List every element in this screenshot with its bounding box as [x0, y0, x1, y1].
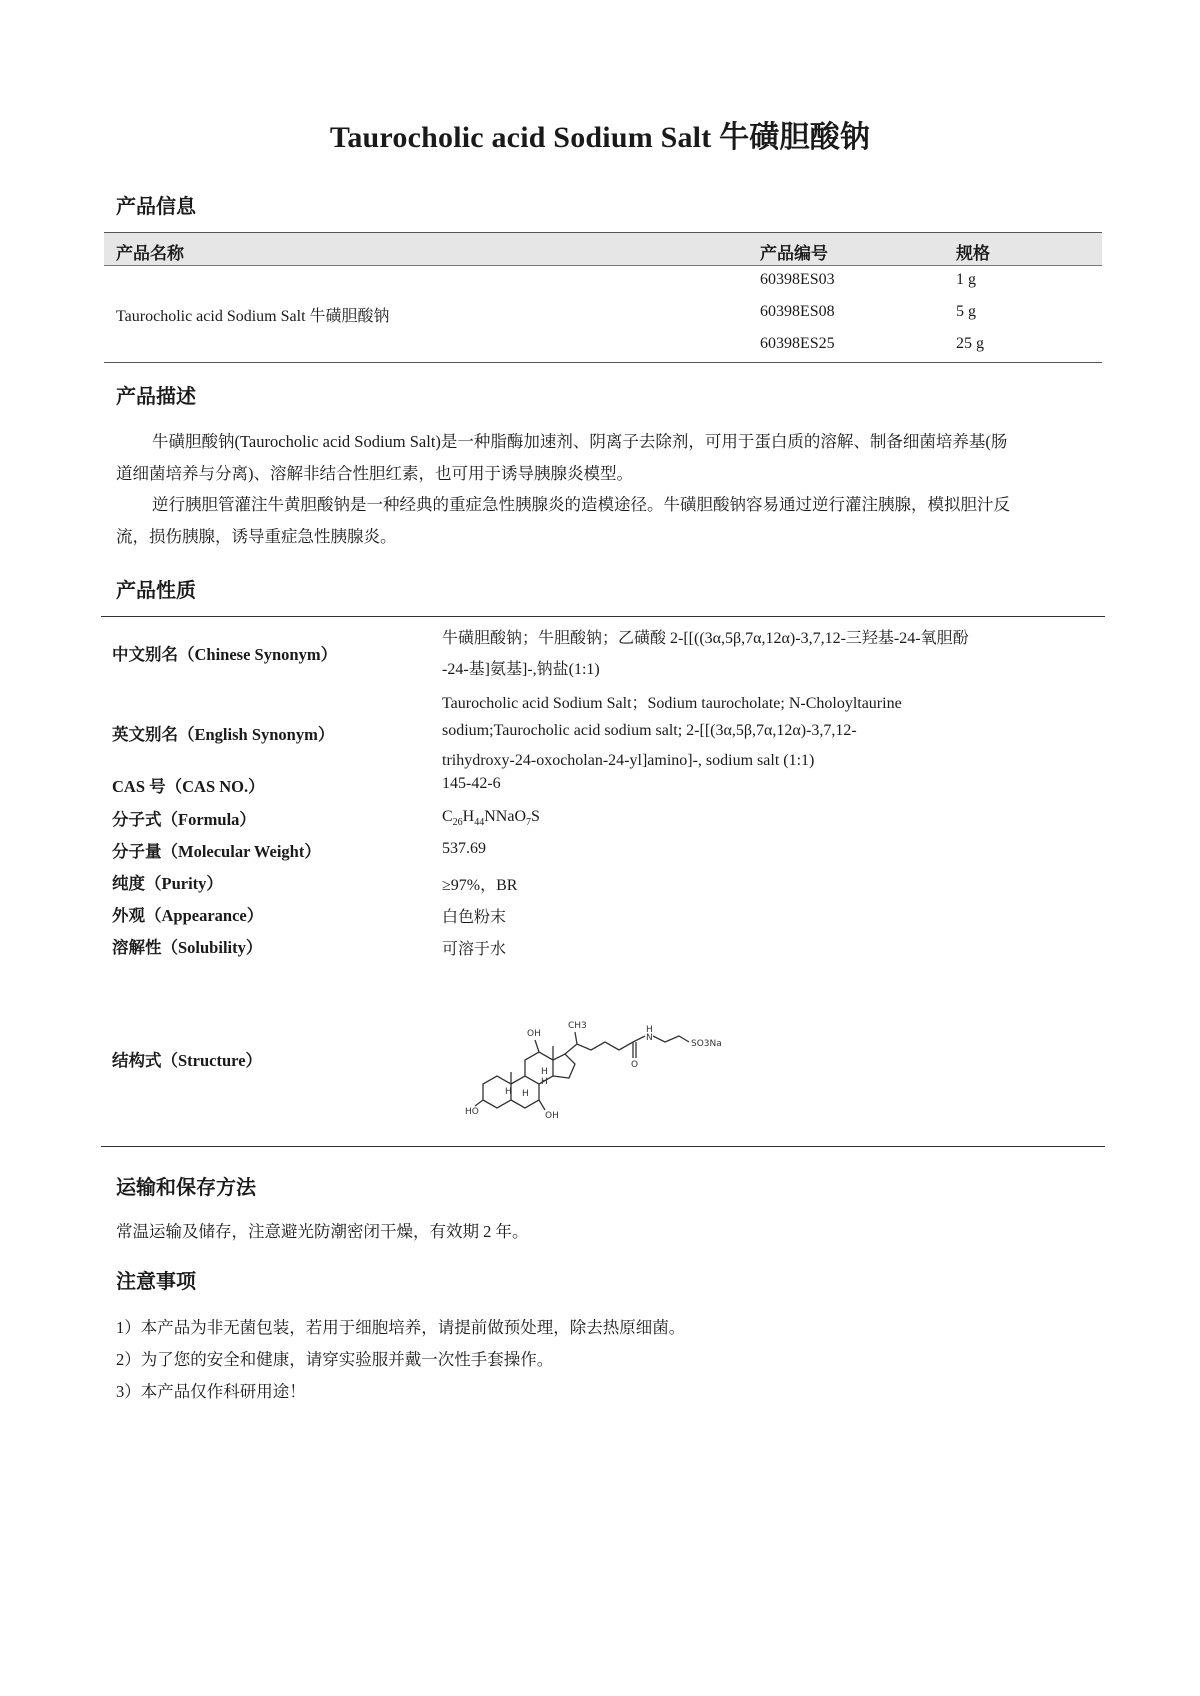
note-item: 2）为了您的安全和健康，请穿实验服并戴一次性手套操作。 [116, 1350, 554, 1369]
description-text [116, 426, 1096, 552]
atom-nh-h: H [646, 1025, 653, 1035]
formula-h-count: 44 [474, 817, 485, 829]
product-spec: 1 g [956, 271, 976, 288]
header-product-code: 产品编号 [760, 244, 828, 263]
section-heading-storage: 运输和保存方法 [116, 1177, 256, 1199]
product-code: 60398ES25 [760, 335, 835, 352]
atom-oh-top: OH [527, 1029, 541, 1039]
description-line: 道细菌培养与分离)、溶解非结合性胆红素，也可用于诱导胰腺炎模型。 [116, 463, 633, 483]
label-chinese-synonym: 中文别名（Chinese Synonym） [112, 645, 338, 664]
atom-so3na: SO3Na [691, 1039, 722, 1049]
atom-h: H [541, 1067, 548, 1077]
properties-bottom-rule [101, 1146, 1105, 1147]
description-line: 逆行胰胆管灌注牛黄胆酸钠是一种经典的重症急性胰腺炎的造模途径。牛磺胆酸钠容易通过逆行灌注胰腺，模拟胆汁反 [152, 495, 1010, 514]
label-solubility: 溶解性（Solubility） [112, 938, 263, 957]
header-product-name: 产品名称 [116, 244, 184, 263]
label-formula: 分子式（Formula） [112, 810, 256, 829]
value-purity: ≥97%，BR [442, 877, 518, 894]
value-cas: 145-42-6 [442, 775, 501, 792]
label-cas: CAS 号（CAS NO.） [112, 777, 265, 796]
value-english-synonym-line: sodium;Taurocholic acid sodium salt; 2-[[(3α,5β,7α,12α)-3,7,12- [442, 722, 857, 739]
table-row [104, 330, 1102, 362]
label-appearance: 外观（Appearance） [112, 906, 264, 925]
value-english-synonym-line: trihydroxy-24-oxocholan-24-yl]amino]-, sodium salt (1:1) [442, 752, 815, 769]
structure-bonds [475, 1032, 689, 1110]
note-item: 1）本产品为非无菌包装，若用于细胞培养，请提前做预处理，除去热原细菌。 [116, 1318, 686, 1337]
label-molecular-weight: 分子量（Molecular Weight） [112, 842, 321, 861]
atom-oh-bottom: OH [545, 1111, 559, 1120]
atom-o: O [631, 1060, 639, 1070]
label-structure: 结构式（Structure） [112, 1051, 263, 1070]
label-purity: 纯度（Purity） [112, 874, 223, 893]
formula-c: C [442, 808, 453, 825]
value-english-synonym-line: Taurocholic acid Sodium Salt；Sodium taurocholate; N-Choloyltaurine [442, 695, 902, 712]
header-spec: 规格 [956, 244, 990, 263]
table-row [104, 266, 1102, 298]
atom-ch3: CH3 [568, 1021, 587, 1031]
product-code: 60398ES03 [760, 271, 835, 288]
formula-h: H [462, 808, 475, 825]
section-heading-notes: 注意事项 [116, 1271, 196, 1293]
formula-rest: NNaO [484, 808, 526, 825]
table-row [104, 298, 1102, 330]
section-heading-product-info: 产品信息 [116, 196, 196, 218]
description-line: 流，损伤胰腺，诱导重症急性胰腺炎。 [116, 526, 397, 546]
formula-c-count: 26 [452, 817, 463, 829]
document-title: Taurocholic acid Sodium Salt 牛磺胆酸钠 [329, 121, 871, 154]
value-chinese-synonym-line: -24-基]氨基]-,钠盐(1:1) [442, 661, 600, 678]
section-heading-description: 产品描述 [116, 386, 196, 408]
atom-h: H [522, 1089, 529, 1099]
formula-o-count: 7 [526, 817, 531, 829]
atom-h: H [541, 1077, 548, 1087]
value-formula [442, 808, 540, 828]
label-english-synonym: 英文别名（English Synonym） [112, 725, 335, 744]
atom-h: H [505, 1087, 512, 1097]
product-code: 60398ES08 [760, 303, 835, 320]
product-info-table [104, 232, 1102, 363]
structure-formula-image [465, 1018, 735, 1120]
value-solubility: 可溶于水 [442, 941, 507, 958]
value-chinese-synonym-line: 牛磺胆酸钠；牛胆酸钠；乙磺酸 2-[[((3α,5β,7α,12α)-3,7,12-三羟基-24-氧胆酚 [442, 630, 969, 647]
atom-ho: HO [465, 1107, 479, 1117]
value-molecular-weight: 537.69 [442, 840, 486, 857]
storage-text: 常温运输及储存，注意避光防潮密闭干燥，有效期 2 年。 [116, 1222, 529, 1241]
product-spec: 25 g [956, 335, 984, 352]
atom-nh-n: N [646, 1033, 653, 1043]
description-line: 牛磺胆酸钠(Taurocholic acid Sodium Salt)是一种脂酶加速剂、阴离子去除剂，可用于蛋白质的溶解、制备细菌培养基(肠 [152, 432, 1008, 451]
structure-atom-labels [465, 1021, 722, 1120]
value-appearance: 白色粉末 [442, 909, 507, 926]
note-item: 3）本产品仅作科研用途！ [116, 1382, 306, 1401]
table-header [104, 232, 1102, 266]
product-name-cell: Taurocholic acid Sodium Salt 牛磺胆酸钠 [116, 308, 390, 325]
product-spec: 5 g [956, 303, 976, 320]
properties-top-rule [101, 616, 1105, 617]
section-heading-properties: 产品性质 [116, 580, 196, 602]
table-body [104, 266, 1102, 363]
formula-s: S [531, 808, 540, 825]
